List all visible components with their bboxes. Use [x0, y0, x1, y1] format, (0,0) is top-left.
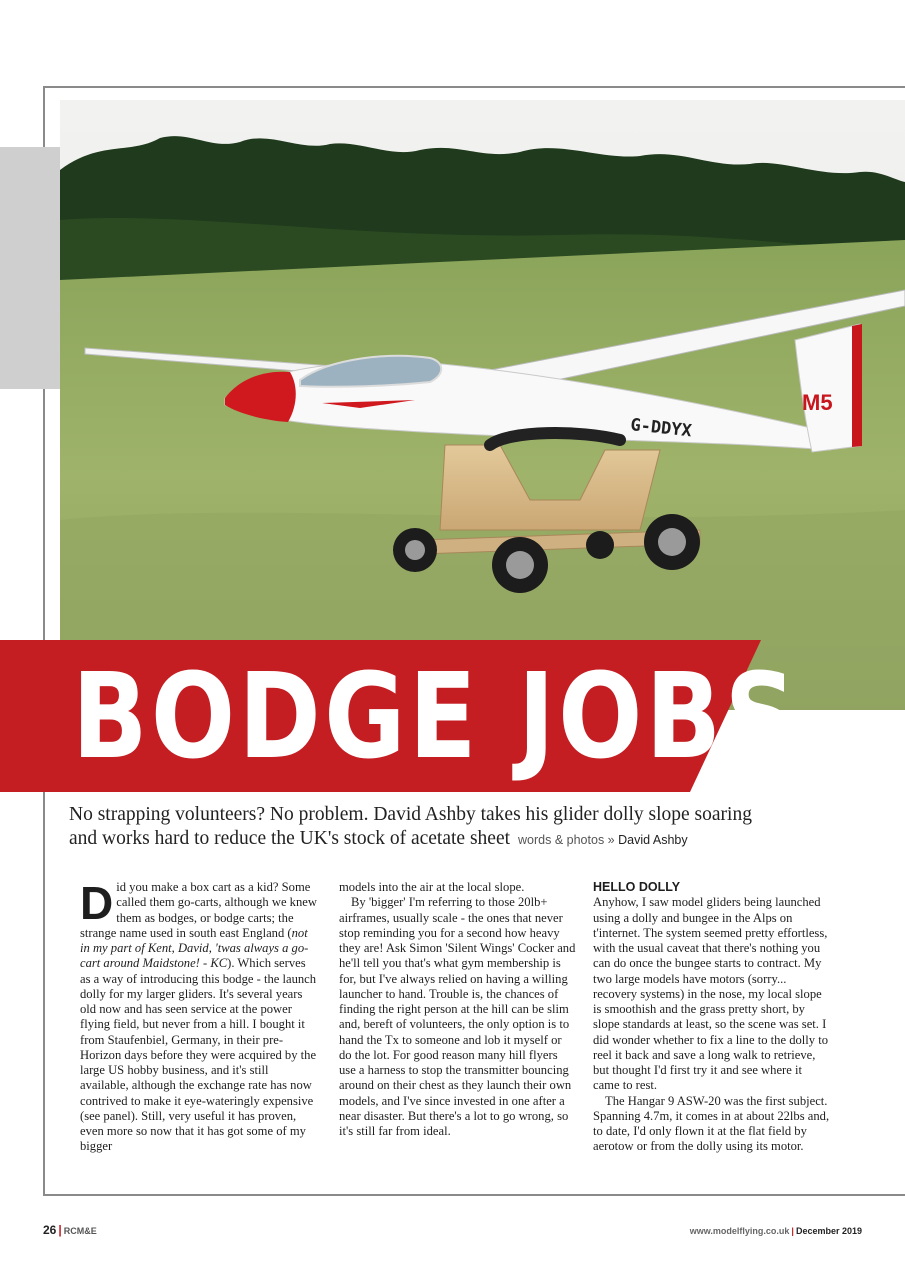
editor-note: not in my part of Kent, David, 'twas always a go-cart around Maidstone! - KC: [80, 925, 309, 971]
intro-paragraph: Did you make a box cart as a kid? Some called them go-carts, although we knew them as bodges, or bodge carts; the strange name used in south east England (not in my part of Kent, David, 'twas always a go-cart around Maidstone! - KC). Which serves as a way of introducing this bodge - the launch dolly for my larger gliders. It's several years old now and has seen service at the power flying field, but never from a hill. I bought it from Staufenbiel, Germany, in their pre-Horizon days before they were acquired by the large US hobby business, and it's still available, although the exchange rate has now contrived to make it eye-wateringly expensive (see panel). Still, very useful it has proven, even more so now that it has got some of my bigger: [80, 877, 317, 1154]
footer-info: www.modelflying.co.uk | December 2019: [689, 1226, 862, 1236]
drop-cap: D: [80, 877, 114, 929]
grey-side-tab: [0, 147, 60, 389]
byline: [518, 833, 688, 847]
standfirst-line-2: and works hard to reduce the UK's stock of acetate sheet: [69, 828, 511, 849]
body-column-3: [593, 880, 831, 1155]
footer-folio: 26 | RCM&E: [43, 1223, 97, 1237]
paragraph: models into the air at the local slope.: [339, 880, 525, 894]
standfirst: [69, 803, 849, 852]
standfirst-line-1: No strapping volunteers? No problem. David Ashby takes his glider dolly slope soaring: [69, 804, 752, 825]
body-column-1: [80, 877, 318, 1155]
body-column-2: [339, 880, 577, 1139]
website: www.modelflying.co.uk: [689, 1226, 790, 1236]
section-heading: HELLO DOLLY: [593, 880, 681, 894]
issue-date: December 2019: [795, 1226, 862, 1236]
headline: BODGE JOBS: [72, 647, 800, 785]
page-number: 26: [43, 1223, 57, 1237]
credit-label: words & photos »: [518, 833, 615, 847]
registration-marking: G-DDYX: [629, 415, 693, 442]
author-name: David Ashby: [618, 833, 688, 847]
publication-name: RCM&E: [63, 1226, 97, 1236]
tail-code: M5: [802, 390, 833, 415]
paragraph: The Hangar 9 ASW-20 was the first subject. Spanning 4.7m, it comes in at about 22lbs and, to date, I'd only flown it at the flat field by aerotow or from the dolly using its motor.: [593, 1093, 830, 1154]
paragraph: By 'bigger' I'm referring to those 20lb+ airframes, usually scale - the ones that never stop reminding you for a second how heavy they are! Ask Simon 'Silent Wings' Cocker and he'll tell you that's what gym membership is for, but I've always relied on having a willing launcher to hand. Trouble is, the chances of finding the right person at the hill can be slim and, bereft of volunteers, the only option is to hand the Tx to someone and lob it myself or do the lot. For good reason many hill flyers use a harness to stop the transmitter bouncing around on their chest as they launch their own models, and I've since invested in one after a near disaster. But there's a lot to go wrong, so it's still far from ideal.: [339, 895, 576, 1138]
glider-photo: [60, 100, 905, 710]
paragraph: Anyhow, I saw model gliders being launched using a dolly and bungee in the Alps on t'internet. The system seemed pretty effortless, with the usual caveat that there's nothing you can do once the bungee starts to contract. My two large models have motors (sorry... recovery systems) in the nose, my local slope is smoothish and the grass pretty short, by slope standards at least, so the scene was set. I did wonder whether to fix a line to the dolly to reel it back and save a long walk to retrieve, but thought I'd first try it and see where it came to rest.: [593, 895, 829, 1093]
